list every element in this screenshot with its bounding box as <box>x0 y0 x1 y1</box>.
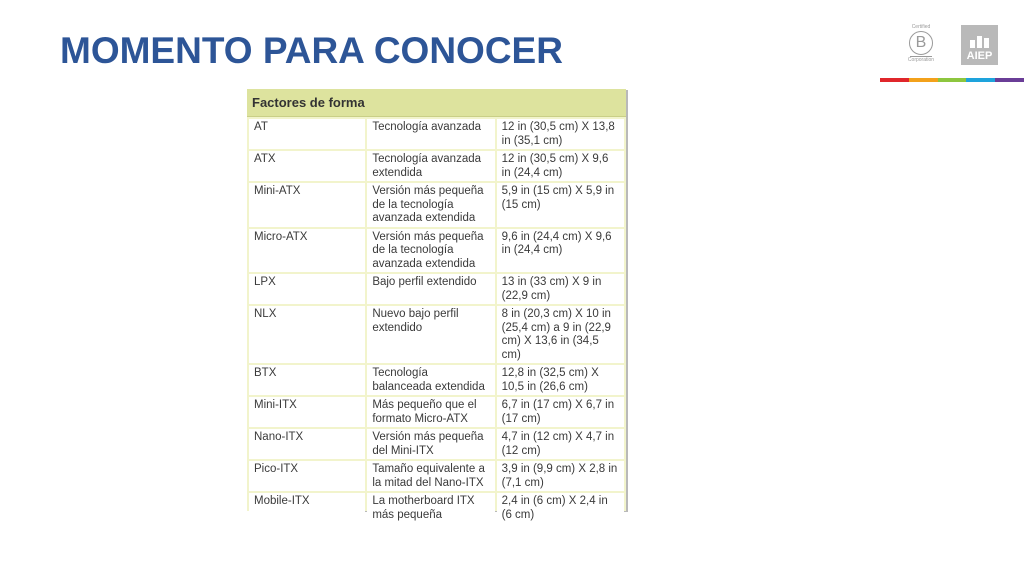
table-row <box>249 274 624 304</box>
form-factor-name: LPX <box>249 274 365 304</box>
form-factor-description: Versión más pequeña de la tecnología avanzada extendida <box>367 183 494 227</box>
form-factor-name: Mini-ATX <box>249 183 365 227</box>
form-factor-name: Pico-ITX <box>249 461 365 491</box>
form-factor-size: 12,8 in (32,5 cm) X 10,5 in (26,6 cm) <box>497 365 624 395</box>
table-row <box>249 365 624 395</box>
form-factor-description: Tecnología avanzada extendida <box>367 151 494 181</box>
certified-b-corporation-logo <box>904 24 938 66</box>
color-stripe <box>880 78 1024 82</box>
form-factor-description: Bajo perfil extendido <box>367 274 494 304</box>
form-factor-name: Micro-ATX <box>249 229 365 273</box>
stripe-segment <box>880 78 909 82</box>
form-factor-description: Tamaño equivalente a la mitad del Nano-ITX <box>367 461 494 491</box>
stripe-segment <box>909 78 938 82</box>
form-factor-size: 13 in (33 cm) X 9 in (22,9 cm) <box>497 274 624 304</box>
stripe-segment <box>938 78 967 82</box>
form-factor-size: 2,4 in (6 cm) X 2,4 in (6 cm) <box>497 493 624 523</box>
table-row <box>249 229 624 273</box>
stripe-segment <box>995 78 1024 82</box>
form-factor-size: 9,6 in (24,4 cm) X 9,6 in (24,4 cm) <box>497 229 624 273</box>
aiep-logo <box>961 25 998 65</box>
form-factor-description: Tecnología avanzada <box>367 119 494 149</box>
form-factor-description: Más pequeño que el formato Micro-ATX <box>367 397 494 427</box>
certified-label: Certified <box>911 24 931 30</box>
b-corp-icon <box>909 31 933 55</box>
form-factor-description: La motherboard ITX más pequeña <box>367 493 494 523</box>
form-factor-size: 12 in (30,5 cm) X 9,6 in (24,4 cm) <box>497 151 624 181</box>
table-row <box>249 183 624 227</box>
table-row <box>249 493 624 523</box>
b-letter: B <box>915 34 927 51</box>
form-factor-name: Mobile-ITX <box>249 493 365 523</box>
table-row <box>249 429 624 459</box>
page-title: MOMENTO PARA CONOCER <box>60 30 563 71</box>
table-body <box>249 119 624 523</box>
form-factor-description: Versión más pequeña de la tecnología avanzada extendida <box>367 229 494 273</box>
form-factor-table <box>247 117 626 525</box>
form-factor-name: Nano-ITX <box>249 429 365 459</box>
form-factor-size: 5,9 in (15 cm) X 5,9 in (15 cm) <box>497 183 624 227</box>
table-row <box>249 306 624 363</box>
table-header: Factores de forma <box>247 89 626 117</box>
form-factor-size: 6,7 in (17 cm) X 6,7 in (17 cm) <box>497 397 624 427</box>
form-factor-name: Mini-ITX <box>249 397 365 427</box>
form-factor-name: NLX <box>249 306 365 363</box>
aiep-logo-text: AIEP <box>966 50 993 62</box>
form-factor-table-image <box>247 89 626 521</box>
corporation-label: Corporation <box>907 57 935 63</box>
form-factor-name: AT <box>249 119 365 149</box>
form-factor-size: 4,7 in (12 cm) X 4,7 in (12 cm) <box>497 429 624 459</box>
table-row <box>249 461 624 491</box>
aiep-bars-icon <box>970 36 989 48</box>
form-factor-name: ATX <box>249 151 365 181</box>
form-factor-size: 3,9 in (9,9 cm) X 2,8 in (7,1 cm) <box>497 461 624 491</box>
table-row <box>249 151 624 181</box>
form-factor-description: Tecnología balanceada extendida <box>367 365 494 395</box>
form-factor-size: 8 in (20,3 cm) X 10 in (25,4 cm) a 9 in (22,9 cm) X 13,6 in (34,5 cm) <box>497 306 624 363</box>
form-factor-description: Nuevo bajo perfil extendido <box>367 306 494 363</box>
form-factor-name: BTX <box>249 365 365 395</box>
table-row <box>249 397 624 427</box>
form-factor-size: 12 in (30,5 cm) X 13,8 in (35,1 cm) <box>497 119 624 149</box>
table-row <box>249 119 624 149</box>
stripe-segment <box>966 78 995 82</box>
form-factor-description: Versión más pequeña del Mini-ITX <box>367 429 494 459</box>
